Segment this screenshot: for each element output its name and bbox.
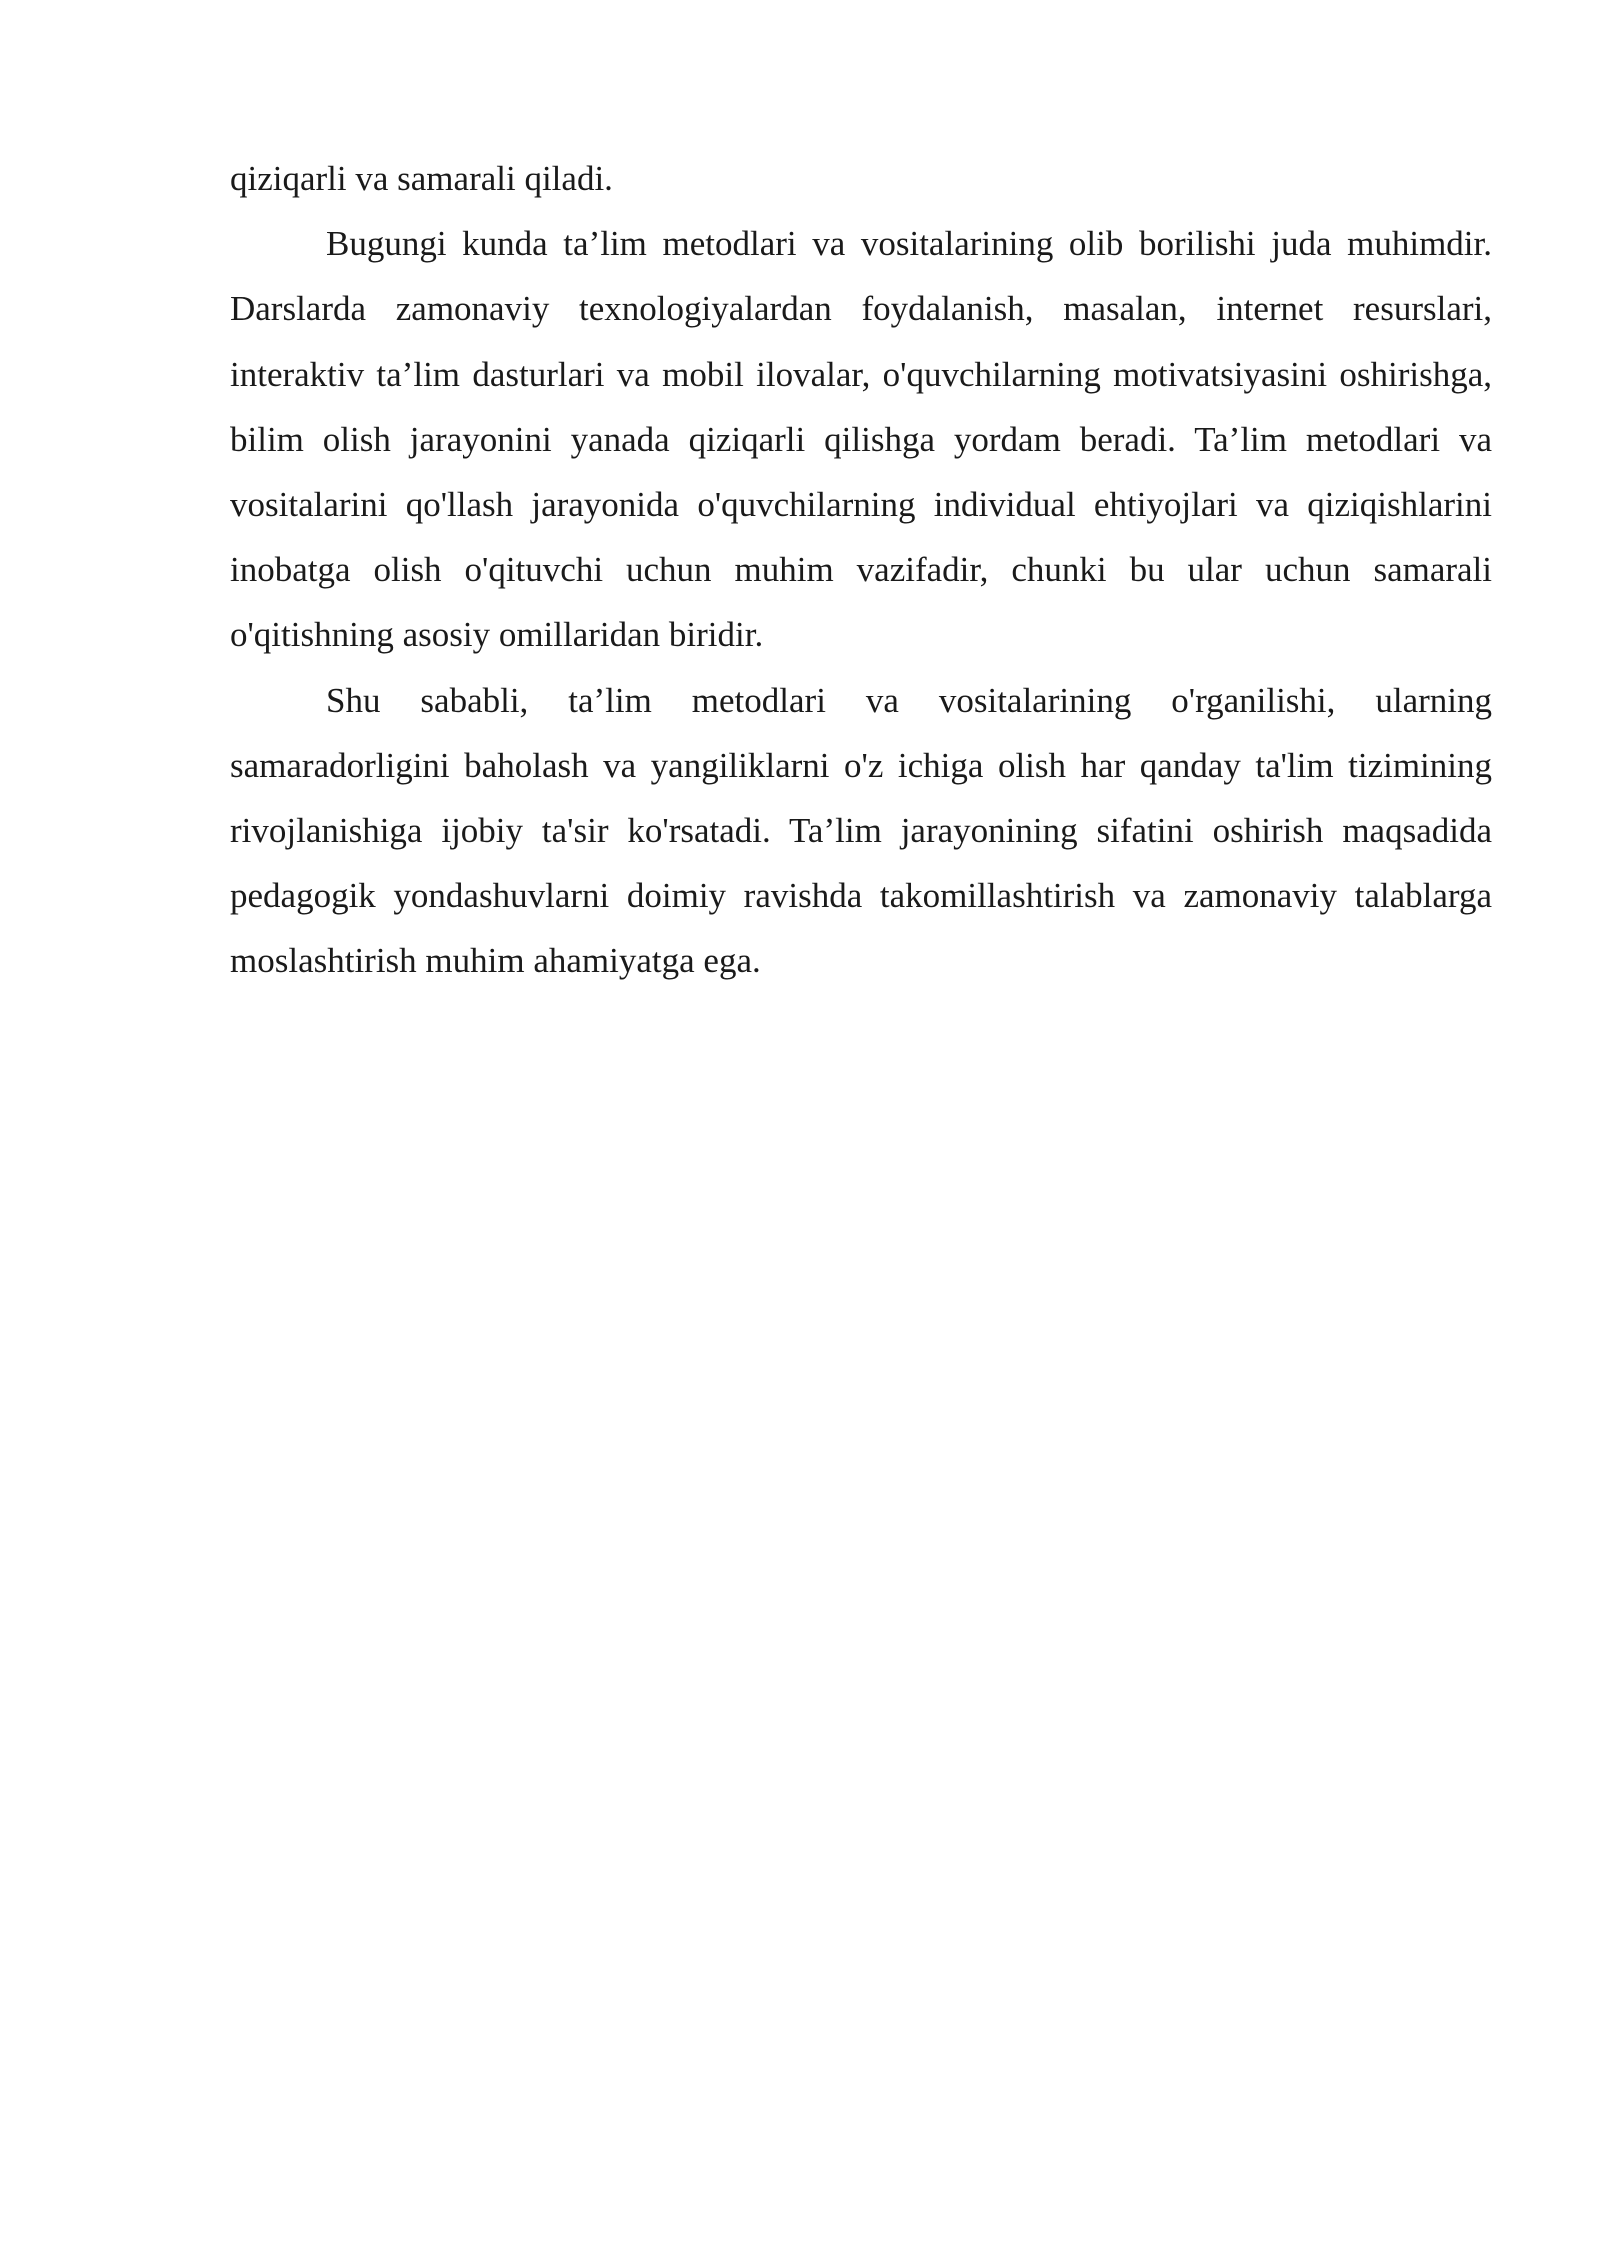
paragraph-continuation: qiziqarli va samarali qiladi. <box>230 159 613 198</box>
paragraph-conclusion: Shu sababli, ta’lim metodlari va vositalarining o'rganilishi, ularning samaradorligini baholash va yangiliklarni o'z ichiga olish har qanday ta'lim tizimining rivojlanishiga ijobiy ta'sir ko'rsatadi. Ta’lim jarayonining sifatini oshirish maqsadida pedagogik yondashuvlarni doimiy ravishda takomillashtirish va zamonaviy talablarga moslashtirish muhim ahamiyatga ega. <box>230 680 1492 981</box>
body-text <box>230 146 1492 994</box>
paragraph-teaching-methods: Bugungi kunda ta’lim metodlari va vositalarining olib borilishi juda muhimdir. Darslarda zamonaviy texnologiyalardan foydalanish, masalan, internet resurslari, interaktiv ta’lim dasturlari va mobil ilovalar, o'quvchilarning motivatsiyasini oshirishga, bilim olish jarayonini yanada qiziqarli qilishga yordam beradi. Ta’lim metodlari va vositalarini qo'llash jarayonida o'quvchilarning individual ehtiyojlari va qiziqishlarini inobatga olish o'qituvchi uchun muhim vazifadir, chunki bu ular uchun samarali o'qitishning asosiy omillaridan biridir. <box>230 224 1492 655</box>
